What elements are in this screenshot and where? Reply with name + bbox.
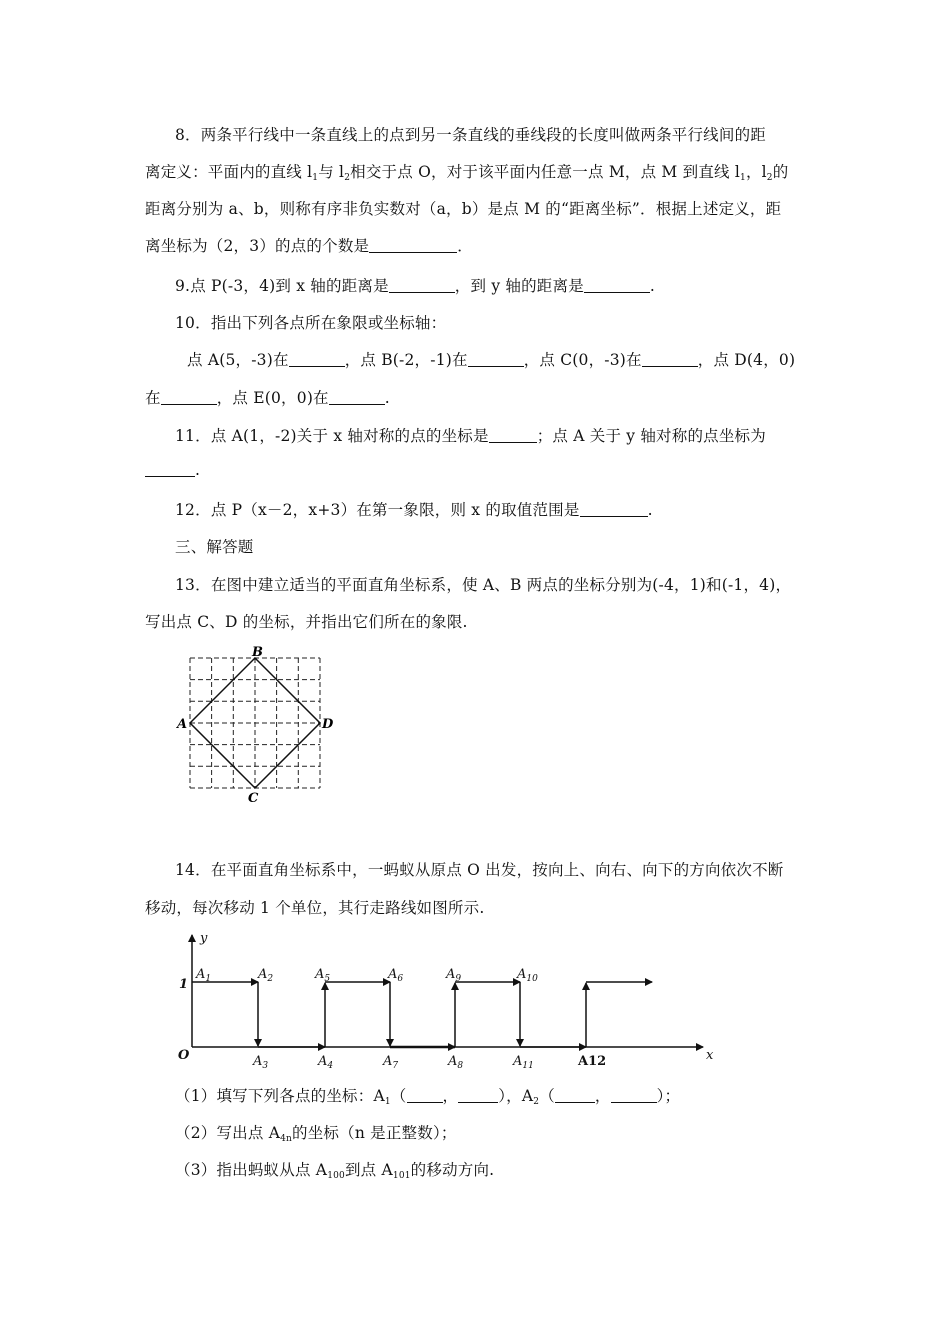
label-c: C	[248, 791, 259, 806]
label-a11: $A_{11}$	[513, 1054, 534, 1070]
answer-blank[interactable]	[611, 1088, 657, 1103]
q14-text: ），A	[498, 1087, 534, 1105]
subscript: 1	[740, 173, 746, 183]
q8-line1: 8．两条平行线中一条直线上的点到另一条直线的垂线段的长度叫做两条平行线间的距	[175, 126, 766, 144]
q14-text: 的坐标（n 是正整数）；	[292, 1124, 457, 1142]
q14-text: （	[539, 1087, 555, 1105]
q14-text: ）；	[656, 1087, 681, 1105]
q14-text: （2）写出点 A	[175, 1124, 281, 1142]
q14-part2	[175, 1121, 457, 1144]
label-d: D	[322, 717, 334, 732]
q13-line1: 13．在图中建立适当的平面直角坐标系，使 A、B 两点的坐标分别为(-4，1)和(-1，4)，	[175, 576, 792, 594]
answer-blank[interactable]	[329, 390, 385, 405]
q14-line2: 移动，每次移动 1 个单位，其行走路线如图所示.	[145, 899, 485, 917]
q12-text: .	[647, 501, 653, 519]
q12-text: 12．点 P（x－2，x+3）在第一象限，则 x 的取值范围是	[175, 501, 580, 519]
subscript: 2	[766, 173, 773, 183]
q8-line2	[145, 160, 788, 183]
q11-line2	[145, 461, 200, 479]
section-title: 三、解答题	[175, 538, 254, 556]
q10-title: 10．指出下列各点所在象限或坐标轴：	[175, 314, 447, 332]
q8-line4	[145, 234, 473, 256]
q10-text: ，点 D(4，0)	[697, 351, 796, 369]
label-a6: $A_6$	[388, 967, 404, 984]
q9-text: .	[649, 277, 656, 295]
subscript: 101	[392, 1171, 411, 1181]
q14-text: ，	[594, 1087, 611, 1105]
subscript: 1	[384, 1097, 391, 1107]
answer-blank[interactable]	[489, 428, 537, 443]
q11-text: .	[195, 461, 201, 479]
q11-line1	[175, 424, 766, 446]
subscript: 2	[533, 1097, 540, 1107]
q10-line3	[145, 386, 390, 408]
q14-part3	[175, 1158, 494, 1181]
q11-text: 11．点 A(1，-2)关于 x 轴对称的点的坐标是	[175, 427, 489, 445]
label-a8: $A_8$	[448, 1054, 464, 1070]
q14-text: （3）指出蚂蚁从点 A	[175, 1161, 328, 1179]
q10-text: ，点 C(0，-3)在	[523, 351, 642, 369]
label-a4: $A_4$	[318, 1054, 334, 1070]
label-a3: $A_3$	[253, 1054, 269, 1070]
subscript: 1	[312, 173, 319, 183]
label-a12: A12	[578, 1054, 607, 1069]
answer-blank[interactable]	[580, 502, 648, 517]
q10-text: 点 A(5，-3)在	[187, 351, 289, 369]
answer-blank[interactable]	[161, 390, 217, 405]
q8-text: ，l	[745, 163, 767, 181]
q8-text: 与 l	[318, 163, 345, 181]
x-axis-label: x	[706, 1048, 714, 1063]
subscript: 2	[344, 173, 351, 183]
label-a9: $A_9$	[446, 967, 462, 984]
q8-text: 离坐标为（2，3）的点的个数是	[145, 237, 370, 255]
q14-line1: 14．在平面直角坐标系中，一蚂蚁从原点 O 出发，按向上、向右、向下的方向依次不断	[175, 861, 784, 879]
subscript: 100	[327, 1171, 345, 1181]
q10-text: .	[384, 389, 390, 407]
q9-text: ，到 y 轴的距离是	[454, 277, 584, 295]
q8-text: 相交于点 O，对于该平面内任意一点 M，点 M 到直线 l	[350, 163, 740, 181]
q8-text: 离定义：平面内的直线 l	[145, 163, 313, 181]
q14-text: 到点 A	[344, 1161, 393, 1179]
q10-text: 在	[145, 389, 161, 407]
answer-blank[interactable]	[468, 352, 524, 367]
q14-text: （1）填写下列各点的坐标：A	[175, 1087, 385, 1105]
q12-line	[175, 498, 653, 520]
q8-text: ．	[457, 237, 473, 255]
answer-blank[interactable]	[407, 1088, 443, 1103]
answer-blank[interactable]	[584, 278, 650, 293]
q8-line3: 距离分别为 a、b，则称有序非负实数对（a，b）是点 M 的“距离坐标”．根据上述定义，距	[145, 200, 782, 218]
q13-line2: 写出点 C、D 的坐标，并指出它们所在的象限.	[145, 613, 468, 631]
answer-blank[interactable]	[145, 462, 195, 477]
answer-blank[interactable]	[369, 238, 457, 253]
ant-path-figure	[170, 925, 730, 1070]
label-a2: $A_2$	[258, 967, 274, 984]
label-a7: $A_7$	[383, 1054, 399, 1070]
origin-label: O	[178, 1048, 190, 1063]
subscript: 4n	[280, 1134, 293, 1144]
one-label: 1	[179, 977, 189, 992]
q14-text: ，	[442, 1087, 459, 1105]
answer-blank[interactable]	[458, 1088, 498, 1103]
q9-line	[175, 274, 655, 296]
q11-text: ；点 A 关于 y 轴对称的点坐标为	[536, 427, 766, 445]
label-a5: $A_5$	[315, 967, 331, 984]
q10-line2	[187, 348, 795, 370]
label-a1: $A_1$	[196, 967, 212, 984]
dashed-grid	[190, 658, 320, 788]
q9-text: 9.点 P(-3，4)到 x 轴的距离是	[175, 277, 389, 295]
label-a: A	[177, 717, 188, 732]
q10-text: ，点 E(0，0)在	[216, 389, 329, 407]
answer-blank[interactable]	[642, 352, 698, 367]
q8-text: 的	[772, 163, 789, 181]
q14-text: 的移动方向.	[410, 1161, 495, 1179]
label-a10: $A_{10}$	[517, 967, 538, 984]
answer-blank[interactable]	[555, 1088, 595, 1103]
q14-part1	[175, 1084, 680, 1107]
label-b: B	[252, 645, 263, 660]
answer-blank[interactable]	[289, 352, 345, 367]
q10-text: ，点 B(-2，-1)在	[344, 351, 468, 369]
q14-text: （	[390, 1087, 407, 1105]
answer-blank[interactable]	[389, 278, 455, 293]
y-axis-label: y	[200, 931, 208, 946]
grid-figure	[172, 645, 342, 810]
